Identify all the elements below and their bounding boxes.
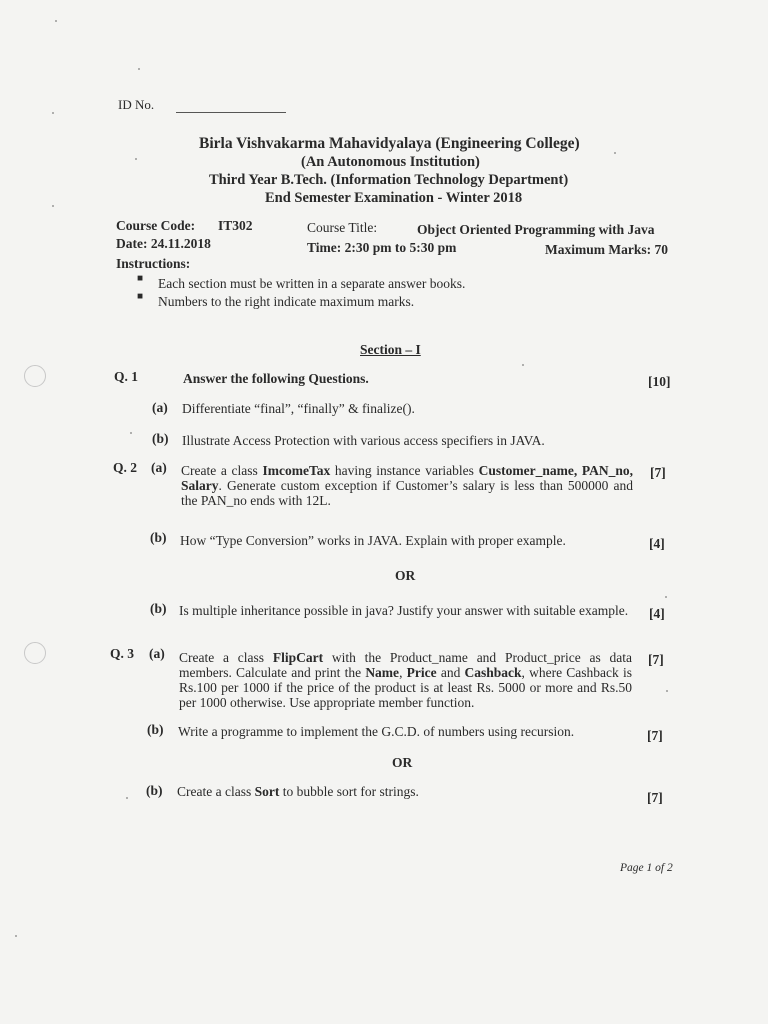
q3a-text: Create a class FlipCart with the Product_name and Product_price as data members. Calculate and print the Name, Price and Cashback, where Cashback is Rs.100 per 1000 if the price of the product is at least Rs. 5000 or more and Rs.50 per 1000 otherwise. Use appropriate member function. [179,650,632,710]
page-footer: Page 1 of 2 [620,862,673,874]
q2a-text: Create a class ImcomeTax having instance variables Customer_name, PAN_no, Salary. Generate custom exception if Customer’s salary is less than 500000 and the PAN_no ends with 12L. [181,463,633,508]
punch-hole-top [24,365,46,387]
scan-speck [130,432,132,434]
scan-speck [614,152,616,154]
instruction-bullet: ■ [137,273,144,284]
course-title: Object Oriented Programming with Java [417,222,655,237]
course-title-label: Course Title: [307,220,378,235]
q2a-label: (a) [151,460,167,475]
q2b-label: (b) [150,530,167,545]
scan-speck [55,20,57,22]
scan-speck [138,68,140,70]
instruction-item: Numbers to the right indicate maximum marks. [158,294,415,309]
punch-hole-bottom [24,642,46,664]
exam-line: End Semester Examination - Winter 2018 [265,190,523,206]
q2b2-text: Is multiple inheritance possible in java? Justify your answer with suitable example. [179,603,629,618]
q1b-label: (b) [152,431,169,446]
q2b2-label: (b) [150,601,167,616]
q1-heading: Answer the following Questions. [183,371,369,386]
q1-marks: [10] [648,374,671,389]
id-no-label: ID No. [118,97,155,112]
scan-speck [522,364,524,366]
scan-speck [15,935,17,937]
q3b-marks: [7] [647,728,663,743]
course-code-label: Course Code: [116,218,196,233]
q2a-marks: [7] [650,465,666,480]
scan-speck [665,596,667,598]
q2b-marks: [4] [649,536,665,551]
q2-or: OR [395,568,416,583]
instructions-heading: Instructions: [116,256,191,271]
section-heading: Section – I [360,342,421,357]
q3-number: Q. 3 [110,646,135,661]
q1a-text: Differentiate “final”, “finally” & finalize(). [182,401,415,416]
scan-speck [52,112,54,114]
max-marks: Maximum Marks: 70 [545,242,668,257]
q3-or: OR [392,755,413,770]
q3b-text: Write a programme to implement the G.C.D. of numbers using recursion. [178,724,575,739]
instruction-bullet: ■ [137,291,144,302]
q2-number: Q. 2 [113,460,138,475]
q2b-text: How “Type Conversion” works in JAVA. Explain with proper example. [180,533,566,548]
q3a-marks: [7] [648,652,664,667]
q3b-label: (b) [147,722,164,737]
exam-date: Date: 24.11.2018 [116,236,211,251]
q2b2-marks: [4] [649,606,665,621]
id-no-line [176,112,286,113]
q3b2-label: (b) [146,783,163,798]
year-dept-line: Third Year B.Tech. (Information Technology Department) [209,172,569,188]
course-code: IT302 [218,218,253,233]
scan-speck [666,690,668,692]
scan-speck [52,205,54,207]
scan-speck [126,797,128,799]
q1-number: Q. 1 [114,369,139,384]
q1b-text: Illustrate Access Protection with various access specifiers in JAVA. [182,433,545,448]
q1a-label: (a) [152,400,168,415]
exam-time: Time: 2:30 pm to 5:30 pm [307,240,457,255]
q3a-label: (a) [149,646,165,661]
q3b2-marks: [7] [647,790,663,805]
college-name: Birla Vishvakarma Mahavidyalaya (Engineering College) [199,135,580,152]
q3b2-text: Create a class Sort to bubble sort for strings. [177,784,419,799]
scan-speck [135,158,137,160]
instruction-item: Each section must be written in a separate answer books. [158,276,466,291]
autonomous-line: (An Autonomous Institution) [301,154,480,170]
